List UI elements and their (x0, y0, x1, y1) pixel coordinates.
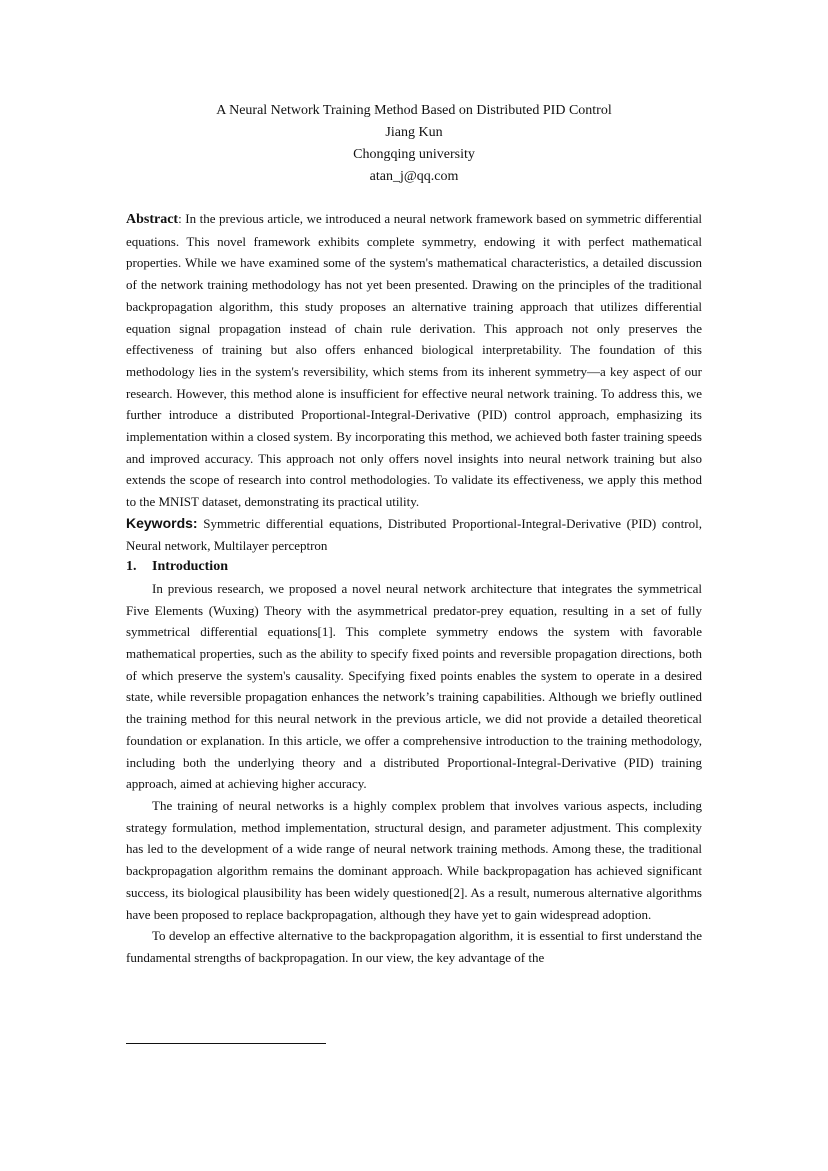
paper-title: A Neural Network Training Method Based on Distributed PID Control (216, 103, 612, 118)
keywords (126, 513, 702, 556)
keywords-text: Symmetric differential equations, Distributed Proportional-Integral-Derivative (PID) control, Neural network, Multilayer perceptron (126, 515, 702, 553)
paper-body (126, 208, 702, 969)
intro-paragraph-3: To develop an effective alternative to the backpropagation algorithm, it is essential to first understand the fundamental strengths of backpropagation. In our view, the key advantage of the (126, 928, 702, 965)
author-affiliation: Chongqing university (353, 147, 475, 162)
section-title: Introduction (152, 559, 228, 575)
footnote-divider (126, 1043, 326, 1044)
abstract (126, 208, 702, 513)
intro-paragraph-2: The training of neural networks is a highly complex problem that involves various aspects, including strategy formulation, method implementation, structural design, and parameter adjustment. This complexity has led to the development of a wide range of neural network training methods. Among these, the traditional backpropagation algorithm remains the dominant approach. While backpropagation has achieved significant success, its biological plausibility has been widely questioned[2]. As a result, numerous alternative algorithms have been proposed to replace backpropagation, although they have yet to gain widespread adoption. (126, 797, 702, 922)
abstract-text: : In the previous article, we introduced a neural network framework based on symmetric differential equations. This novel framework exhibits complete symmetry, endowing it with perfect mathematical properties. While we have examined some of the system's mathematical characteristics, a detailed discussion of the network training methodology has not yet been presented. Drawing on the principles of the traditional backpropagation algorithm, this study proposes an alternative training approach that utilizes differential equation signal propagation instead of chain rule derivation. This approach not only preserves the effectiveness of training but also offers enhanced biological interpretability. The foundation of this methodology lies in the system's reversibility, which stems from its inherent symmetry—a key aspect of our research. However, this method alone is insufficient for effective neural network training. To address this, we further introduce a distributed Proportional-Integral-Derivative (PID) control approach, emphasizing its implementation within a closed system. By incorporating this method, we achieved both faster training speeds and improved accuracy. This approach not only offers novel insights into neural network training but also extends the scope of research into control methodologies. To validate its effectiveness, we apply this method to the MNIST dataset, demonstrating its practical utility. (126, 211, 702, 510)
section-heading-introduction (126, 556, 702, 578)
intro-paragraph-1: In previous research, we proposed a novel neural network architecture that integrates the symmetrical Five Elements (Wuxing) Theory with the asymmetrical predator-prey equation, resulting in a set of fully symmetrical differential equations[1]. This complete symmetry endows the system with favorable mathematical properties, such as the ability to specify fixed points and reversible propagation directions, both of which preserve the system's causality. Specifying fixed points enables the system to operate in a desired state, while reversible propagation enhances the network’s training capabilities. Although we briefly outlined the training method for this neural network in the previous article, we did not provide a detailed theoretical foundation or explanation. In this article, we offer a comprehensive introduction to the training methodology, including both the underlying theory and a distributed Proportional-Integral-Derivative (PID) training approach, aimed at achieving higher accuracy. (126, 580, 702, 792)
author-name: Jiang Kun (385, 125, 443, 140)
keywords-label: Keywords: (126, 514, 198, 531)
section-number: 1. (126, 559, 137, 575)
paper-header (0, 100, 828, 188)
abstract-label: Abstract (126, 212, 179, 227)
author-email: atan_j@qq.com (369, 169, 459, 184)
